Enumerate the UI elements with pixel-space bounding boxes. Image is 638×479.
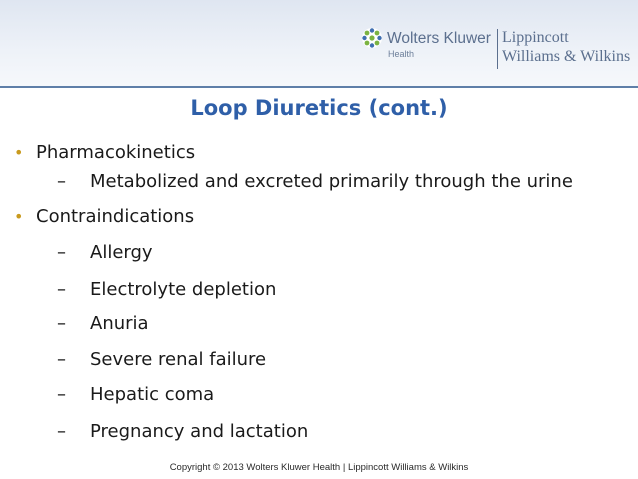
sub-bullet-label: Anuria: [90, 313, 149, 334]
dash-icon: –: [57, 421, 66, 442]
bullet-item: [14, 206, 194, 227]
sub-bullet-item: [57, 384, 214, 405]
bullet-label: Contraindications: [36, 206, 195, 227]
dash-icon: –: [57, 349, 66, 370]
copyright-footer: Copyright © 2013 Wolters Kluwer Health | Lippincott Williams & Wilkins: [169, 462, 469, 473]
slide-header: [0, 0, 638, 86]
slide-title: Loop Diuretics (cont.): [190, 96, 448, 120]
sub-bullet-label: Severe renal failure: [90, 349, 267, 370]
brand-division: Health: [388, 49, 415, 59]
dash-icon: –: [57, 279, 66, 300]
sub-bullet-label: Allergy: [90, 242, 153, 263]
header-divider: [0, 86, 638, 88]
sub-bullet-label: Pregnancy and lactation: [90, 421, 309, 442]
sub-bullet-item: [57, 421, 308, 442]
brand-divider: [497, 29, 498, 69]
bullet-item: [14, 142, 195, 163]
sub-bullet-item: [57, 349, 266, 370]
partner-name-line1: Lippincott: [502, 29, 569, 46]
partner-name-line2: Williams & Wilkins: [502, 48, 631, 65]
sub-bullet-item: [57, 242, 153, 263]
dash-icon: –: [57, 384, 66, 405]
brand-name: Wolters Kluwer: [387, 30, 491, 47]
bullet-dot-icon: •: [14, 143, 24, 162]
bullet-label: Pharmacokinetics: [36, 142, 196, 163]
sub-bullet-item: [57, 171, 573, 192]
dash-icon: –: [57, 171, 66, 192]
sub-bullet-item: [57, 279, 276, 300]
sub-bullet-label: Metabolized and excreted primarily through the urine: [90, 171, 573, 192]
sub-bullet-label: Hepatic coma: [90, 384, 215, 405]
bullet-dot-icon: •: [14, 207, 24, 226]
dash-icon: –: [57, 242, 66, 263]
wolters-kluwer-logo-icon: [361, 27, 383, 49]
dash-icon: –: [57, 313, 66, 334]
sub-bullet-label: Electrolyte depletion: [90, 279, 277, 300]
sub-bullet-item: [57, 313, 149, 334]
